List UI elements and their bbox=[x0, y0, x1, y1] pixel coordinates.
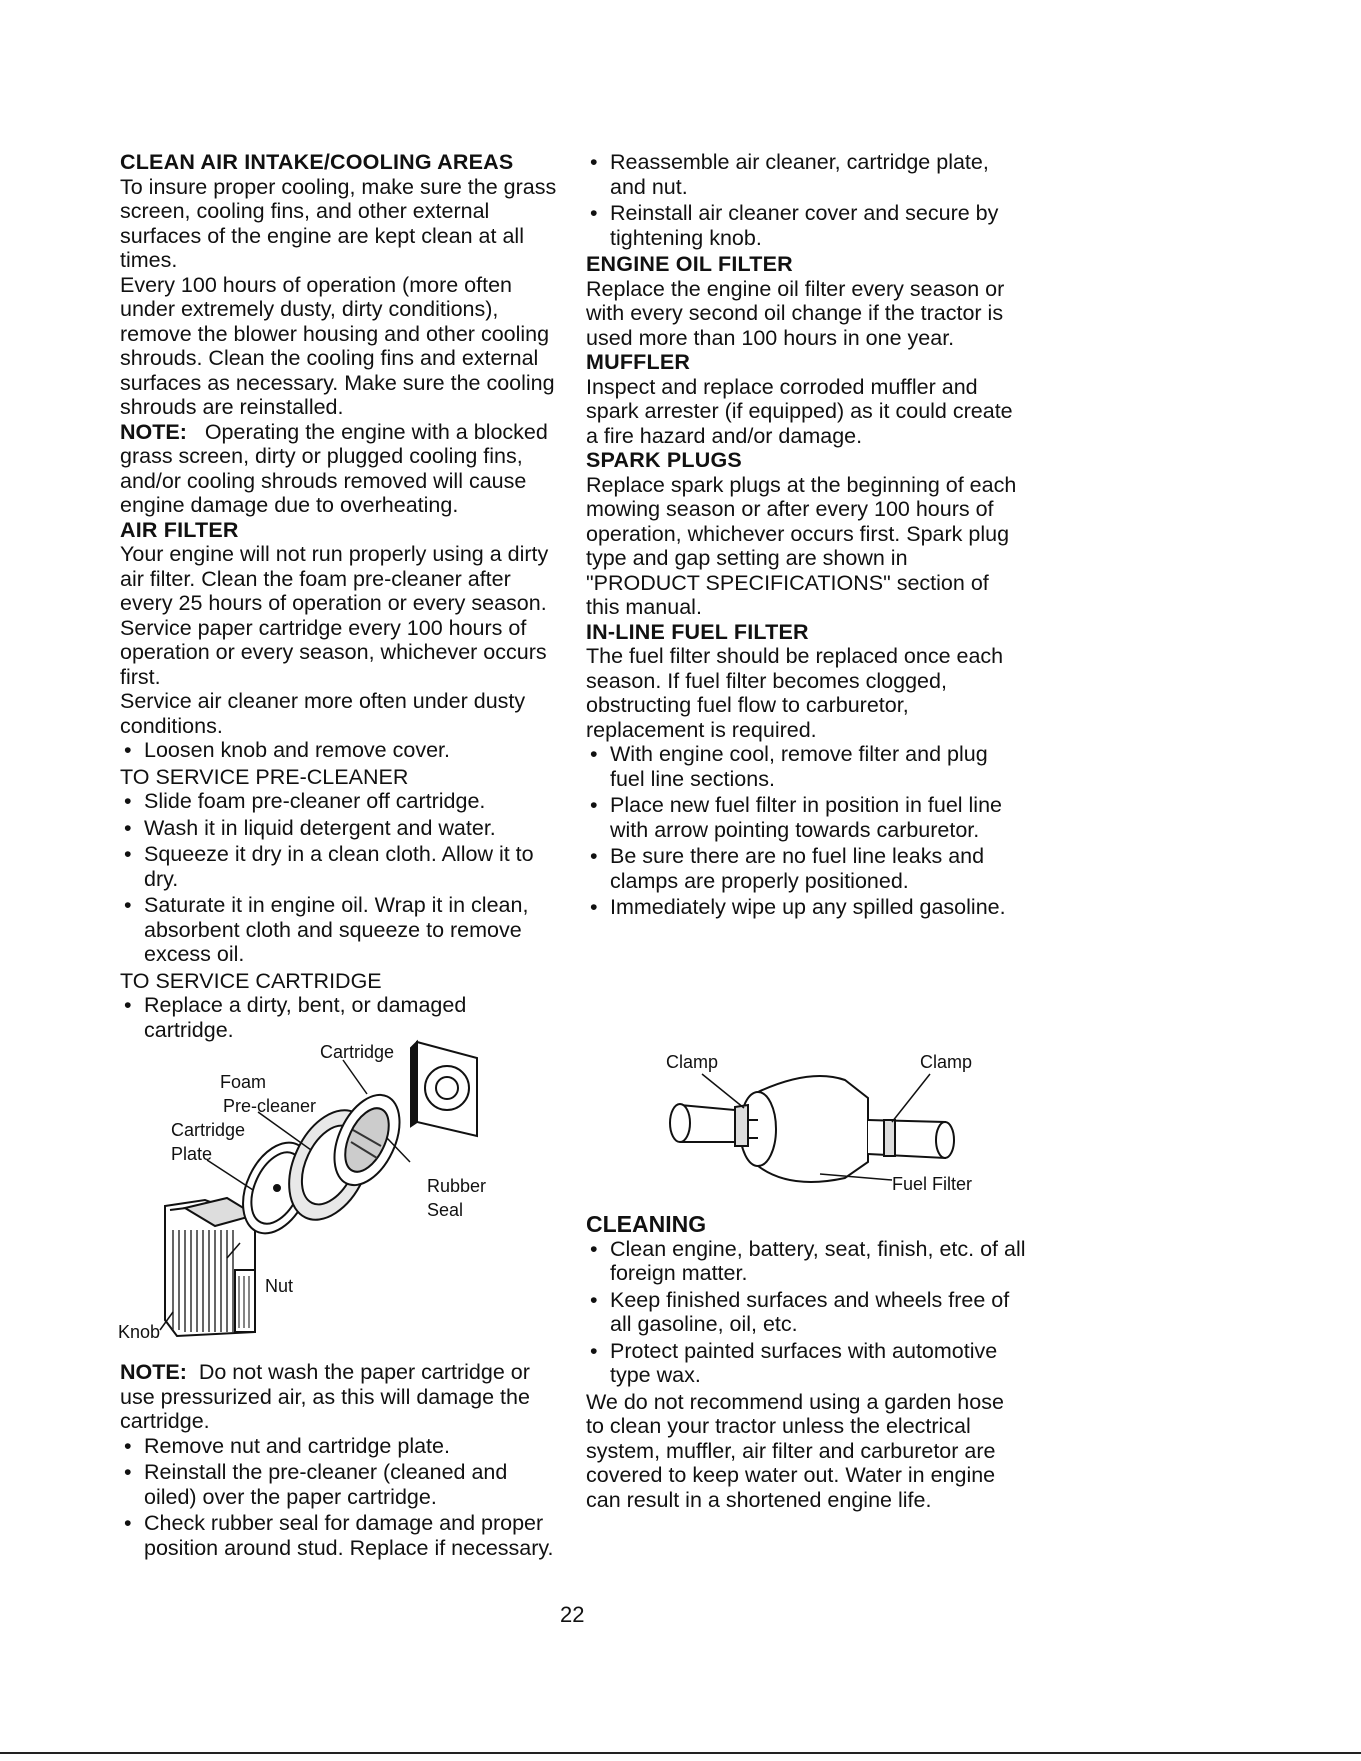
air-filter-diagram bbox=[115, 1030, 565, 1350]
cartridge-label: Cartridge bbox=[320, 1042, 395, 1062]
list-item: • With engine cool, remove filter and plug fuel line sections. bbox=[586, 742, 1026, 791]
page-number: 22 bbox=[560, 1602, 585, 1627]
service-cartridge-subheading: TO SERVICE CARTRIDGE bbox=[120, 968, 382, 993]
seal-label: Seal bbox=[427, 1200, 464, 1220]
clean-air-paragraph-2: Every 100 hours of operation (more often under extremely dusty, dirty conditions), remove the blower housing and other cooling shrouds. Clean the cooling fins and external surfaces as necessary. Make sure the cooling shrouds are reinstalled. bbox=[120, 272, 555, 419]
precleaner-list bbox=[120, 789, 560, 967]
left-column bbox=[120, 150, 560, 1044]
note-text: Do not wash the paper cartridge or use pressurized air, as this will damage the cartridge. bbox=[120, 1360, 530, 1433]
list-item: • Squeeze it dry in a clean cloth. Allow it to dry. bbox=[120, 842, 560, 891]
cartridge-note bbox=[120, 1360, 560, 1434]
left-column-lower bbox=[120, 1360, 560, 1562]
note-label: NOTE: bbox=[120, 419, 187, 444]
cartridge-steps-list bbox=[120, 1434, 560, 1561]
list-item: • Remove nut and cartridge plate. bbox=[120, 1434, 560, 1459]
fuel-filter-list bbox=[586, 742, 1026, 920]
rubber-label: Rubber bbox=[427, 1176, 487, 1196]
service-precleaner-subheading: TO SERVICE PRE-CLEANER bbox=[120, 764, 409, 789]
list-item: • Loosen knob and remove cover. bbox=[120, 738, 560, 763]
cartridge-plate-label-line2: Plate bbox=[171, 1144, 213, 1164]
list-item: • Reinstall the pre-cleaner (cleaned and oiled) over the paper cartridge. bbox=[120, 1460, 560, 1509]
cartridge-plate-label-line1: Cartridge bbox=[171, 1120, 246, 1140]
list-item: • Reassemble air cleaner, cartridge plate, and nut. bbox=[586, 150, 1026, 199]
foam-label: Foam bbox=[220, 1072, 267, 1092]
list-item: • Place new fuel filter in position in fuel line with arrow pointing towards carburetor. bbox=[586, 793, 1026, 842]
bottom-border bbox=[0, 1752, 1361, 1754]
list-item: • Replace a dirty, bent, or damaged cartridge. bbox=[120, 993, 560, 1042]
list-item: • Wash it in liquid detergent and water. bbox=[120, 816, 560, 841]
spark-plugs-heading: SPARK PLUGS bbox=[586, 448, 742, 472]
air-filter-heading: AIR FILTER bbox=[120, 517, 239, 542]
precleaner-label: Pre-cleaner bbox=[223, 1096, 317, 1116]
note-label: NOTE: bbox=[120, 1360, 187, 1384]
clean-air-note bbox=[120, 420, 560, 518]
fuel-filter-text: The fuel filter should be replaced once each season. If fuel filter becomes clogged, obstructing fuel flow to carburetor, replacement is required. bbox=[586, 644, 1004, 742]
cleaning-heading: CLEANING bbox=[586, 1211, 707, 1237]
muffler-text: Inspect and replace corroded muffler and spark arrester (if equipped) as it could create a fire hazard and/or damage. bbox=[586, 374, 1013, 448]
list-item: • Be sure there are no fuel line leaks and clamps are properly positioned. bbox=[586, 844, 1026, 893]
oil-filter-text: Replace the engine oil filter every season or with every second oil change if the tractor is used more than 100 hours in one year. bbox=[586, 276, 1005, 350]
reassemble-list bbox=[586, 150, 1026, 250]
list-item: • Saturate it in engine oil. Wrap it in clean, absorbent cloth and squeeze to remove excess oil. bbox=[120, 893, 560, 967]
clamp-right-label: Clamp bbox=[920, 1052, 973, 1072]
right-column bbox=[586, 150, 1026, 922]
loosen-list bbox=[120, 738, 560, 763]
fuel-filter-heading: IN-LINE FUEL FILTER bbox=[586, 619, 809, 644]
clean-air-heading: CLEAN AIR INTAKE/COOLING AREAS bbox=[120, 150, 514, 174]
list-item: • Slide foam pre-cleaner off cartridge. bbox=[120, 789, 560, 814]
list-item: • Keep finished surfaces and wheels free of all gasoline, oil, etc. bbox=[586, 1288, 1026, 1337]
note-text: Operating the engine with a blocked grass screen, dirty or plugged cooling fins, and/or cooling shrouds removed will cause engine damage due to overheating. bbox=[120, 419, 548, 517]
list-item: • Reinstall air cleaner cover and secure by tightening knob. bbox=[586, 201, 1026, 250]
oil-filter-heading: ENGINE OIL FILTER bbox=[586, 252, 793, 276]
clean-air-paragraph-1: To insure proper cooling, make sure the grass screen, cooling fins, and other external surfaces of the engine are kept clean at all times. bbox=[120, 174, 557, 272]
muffler-heading: MUFFLER bbox=[586, 350, 691, 374]
right-column-lower bbox=[586, 1212, 1026, 1512]
cleaning-list bbox=[586, 1237, 1026, 1388]
fuel-filter-diagram bbox=[640, 1050, 1020, 1200]
air-filter-paragraph-1: Your engine will not run properly using a dirty air filter. Clean the foam pre-cleaner after every 25 hours of operation or every season. Service paper cartridge every 100 hours of operation or every season, whichever occurs first. bbox=[120, 542, 549, 689]
list-item: • Protect painted surfaces with automotive type wax. bbox=[586, 1339, 1026, 1388]
list-item: • Immediately wipe up any spilled gasoline. bbox=[586, 895, 1026, 920]
air-filter-paragraph-2: Service air cleaner more often under dusty conditions. bbox=[120, 689, 526, 738]
cleaning-text: We do not recommend using a garden hose to clean your tractor unless the electrical system, muffler, air filter and carburetor are covered to keep water out. Water in engine can result in a shortened engine life. bbox=[586, 1389, 1004, 1512]
knob-label: Knob bbox=[118, 1322, 161, 1342]
clamp-left-label: Clamp bbox=[666, 1052, 719, 1072]
nut-label: Nut bbox=[265, 1276, 294, 1296]
list-item: • Check rubber seal for damage and proper position around stud. Replace if necessary. bbox=[120, 1511, 560, 1560]
list-item: • Clean engine, battery, seat, finish, etc. of all foreign matter. bbox=[586, 1237, 1026, 1286]
fuel-filter-label: Fuel Filter bbox=[892, 1174, 973, 1194]
spark-plugs-text: Replace spark plugs at the beginning of each mowing season or after every 100 hours of operation, whichever occurs first. Spark plug type and gap setting are shown in "PRODUCT SPECIFICATIONS" section of this manual. bbox=[586, 472, 1017, 619]
air-filter-exploded-view bbox=[115, 1030, 565, 1350]
